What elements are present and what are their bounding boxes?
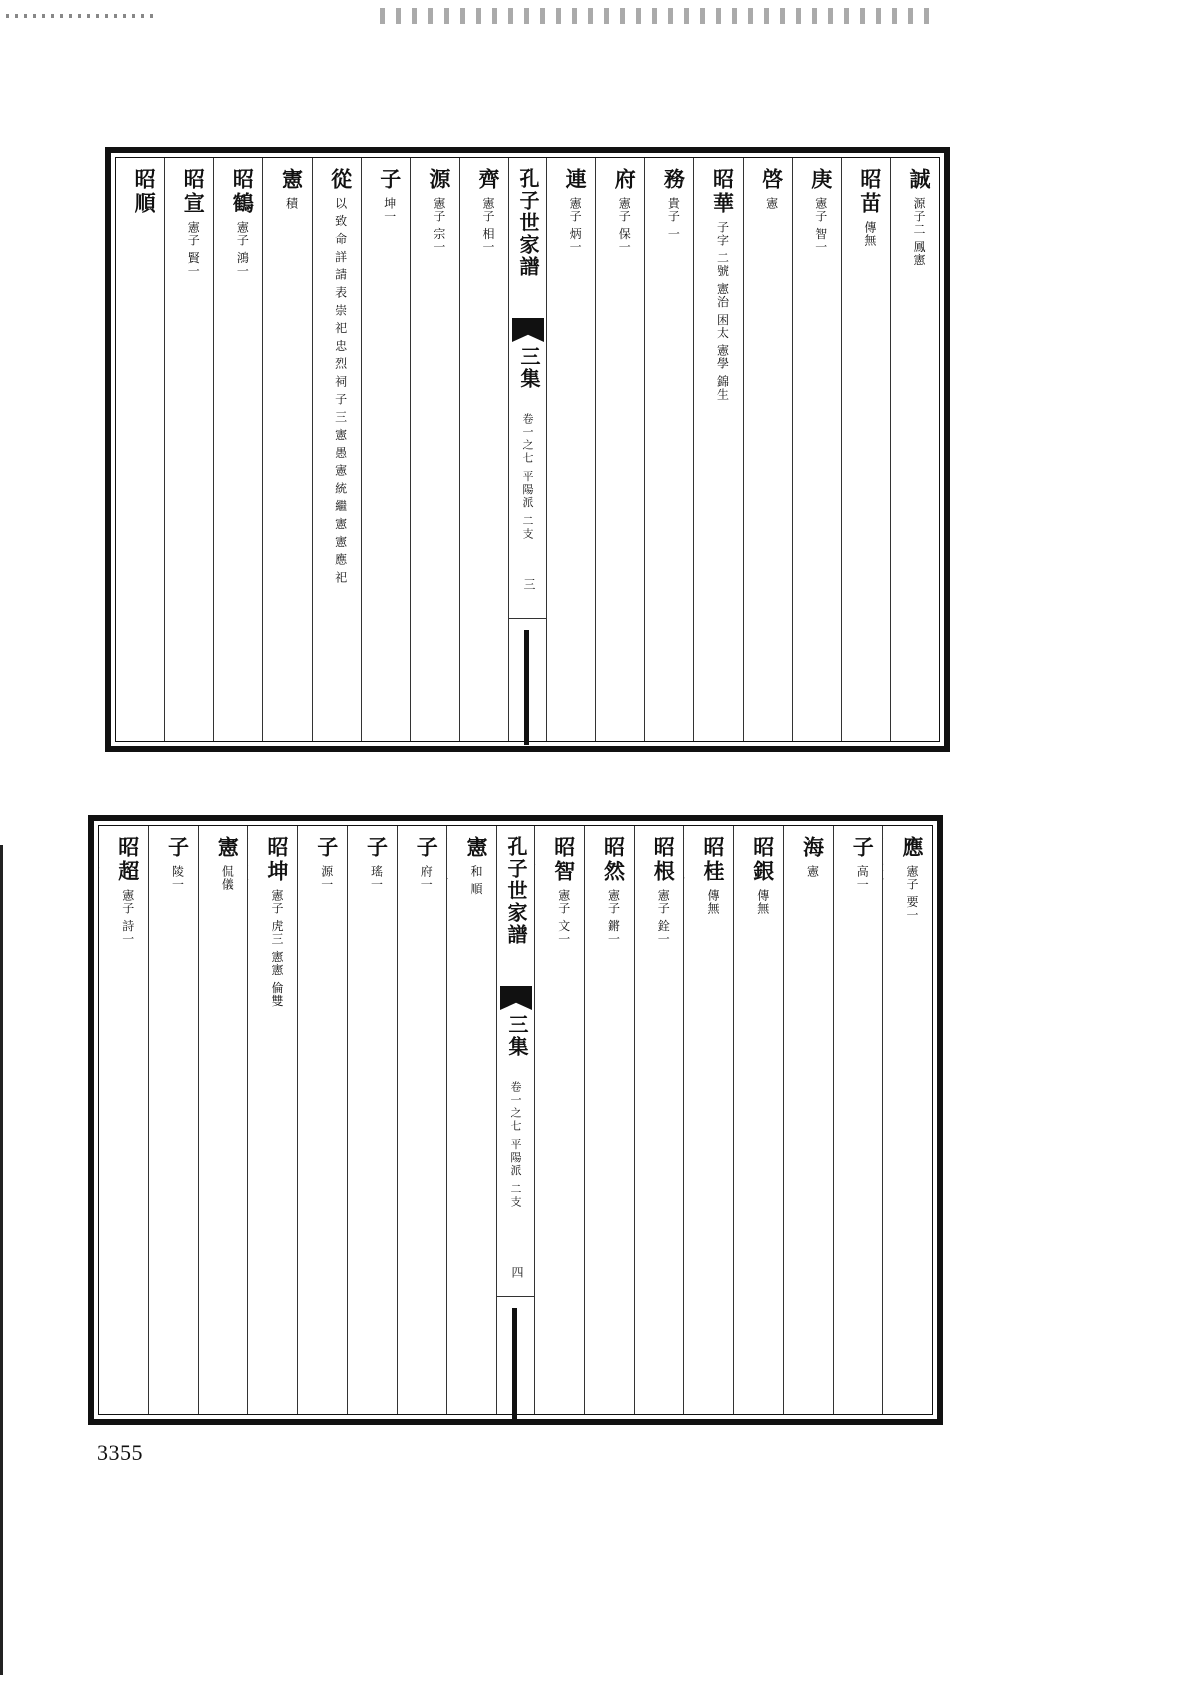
name-entry: 昭講	[889, 168, 893, 216]
name-entry: 昭仁	[583, 836, 587, 884]
name-entry: 昭蘭	[693, 168, 696, 216]
scan-edge-left	[0, 845, 3, 1675]
name-entry: 昭達	[458, 168, 462, 216]
genealogy-column	[247, 826, 297, 1414]
name-entry: 昭奎	[164, 168, 167, 216]
name-entry: 昭然 憲子 鏘一	[601, 836, 627, 946]
genealogy-column	[446, 826, 496, 1414]
genealogy-column	[116, 158, 164, 741]
name-entry	[116, 168, 124, 733]
name-entry: 昭耀	[733, 836, 736, 884]
genealogy-column	[534, 826, 584, 1414]
name-entry: 昭苗 傳無	[857, 168, 883, 247]
genealogy-panel-bottom	[88, 815, 943, 1425]
column-row	[99, 826, 932, 1414]
name-entry: 務 貴子 一	[661, 168, 687, 241]
name-entry: 昭智 憲子 文一	[551, 836, 577, 946]
scan-artifact-top-left	[6, 14, 156, 18]
genealogy-column	[841, 158, 890, 741]
folio-number: 四	[510, 1266, 524, 1278]
name-entry: 昭乾	[409, 168, 412, 216]
genealogy-column	[397, 826, 447, 1414]
name-entry: 昭成	[247, 836, 251, 884]
name-entry: 昭超 憲子 詩一	[115, 836, 141, 946]
genealogy-column	[262, 158, 311, 741]
genealogy-column	[882, 826, 932, 1414]
name-entry: 憲 積	[279, 168, 305, 210]
name-entry	[99, 836, 108, 1406]
scan-artifact-top	[380, 8, 940, 24]
name-entry: 子 坤一	[377, 168, 403, 223]
name-entry: 憲 侃儀	[215, 836, 241, 891]
section-label: 卷一之七 平陽派 二支	[521, 413, 534, 541]
name-entry: 昭增	[297, 836, 300, 884]
name-entry: 子 陵一	[165, 836, 191, 891]
genealogy-column	[99, 826, 148, 1414]
name-entry: 昭純	[782, 836, 786, 884]
genealogy-column	[312, 158, 361, 741]
gutter-bar	[512, 1308, 517, 1420]
genealogy-column	[792, 158, 841, 741]
genealogy-column	[783, 826, 833, 1414]
name-entry: 昭庚	[882, 836, 886, 884]
genealogy-column	[198, 826, 248, 1414]
name-entry: 昭譜	[147, 836, 151, 884]
name-entry: 昭和	[213, 168, 216, 216]
name-entry: 源 憲子 宗一	[426, 168, 452, 254]
name-entry: 子 源一	[314, 836, 340, 891]
book-title: 孔子世家譜	[516, 168, 540, 278]
name-entry: 昭太	[595, 168, 598, 216]
name-entry: 昭長	[546, 168, 549, 216]
genealogy-column	[693, 158, 742, 741]
fish-tail-mark	[512, 318, 544, 342]
name-entry: 昭柏	[197, 836, 201, 884]
center-gutter	[508, 158, 546, 741]
name-entry: 昭祥	[633, 836, 637, 884]
volume-label: 三集	[517, 346, 541, 390]
genealogy-column	[297, 826, 347, 1414]
column-row	[116, 158, 939, 741]
genealogy-column	[595, 158, 644, 741]
name-entry: 昭訓	[262, 168, 265, 216]
genealogy-column	[410, 158, 459, 741]
page-number: 3355	[97, 1440, 143, 1465]
name-entry: 齊 憲子 相一	[476, 168, 501, 254]
name-entry: 昭孟	[396, 836, 400, 884]
name-entry: 昭銀 傳無	[750, 836, 776, 915]
book-title: 孔子世家譜	[504, 836, 528, 946]
center-gutter	[496, 826, 534, 1414]
gutter-rule	[509, 618, 546, 619]
name-entry: 應 憲子 要一	[900, 836, 925, 922]
name-entry: 昭桂 傳無	[701, 836, 726, 915]
genealogy-column	[347, 826, 397, 1414]
name-entry: 昭化	[840, 168, 843, 216]
genealogy-column	[361, 158, 410, 741]
genealogy-column	[644, 158, 693, 741]
name-entry: 昭鶴 憲子 鴻一	[230, 168, 256, 278]
name-entry: 昭信	[534, 836, 537, 884]
genealogy-column	[733, 826, 783, 1414]
name-entry: 昭根 憲子 銓一	[651, 836, 677, 946]
folio-number: 三	[522, 578, 536, 590]
section-label: 卷一之七 平陽派 二支	[509, 1081, 522, 1209]
name-entry: 憲 和 順	[464, 836, 489, 896]
genealogy-column	[743, 158, 792, 741]
name-entry: 昭文	[644, 168, 647, 216]
name-entry: 昭坤 憲子 虎三 憲憲 倫雙	[265, 836, 290, 1008]
genealogy-column	[833, 826, 883, 1414]
name-entry: 昭華 子字 二號 憲治 困太 憲學 錦生	[710, 168, 736, 401]
name-entry: 啓 憲	[759, 168, 785, 210]
genealogy-column	[459, 158, 508, 741]
volume-label: 三集	[505, 1014, 529, 1058]
name-entry: 昭來	[683, 836, 687, 884]
name-entry: 子 高一	[850, 836, 876, 891]
name-entry: 昭義	[791, 168, 794, 216]
name-entry: 子 瑤一	[364, 836, 390, 891]
genealogy-column	[683, 826, 733, 1414]
name-entry: 府 憲子 保一	[612, 168, 638, 254]
genealogy-column	[584, 826, 634, 1414]
gutter-rule	[497, 1296, 534, 1297]
name-entry: 昭漢	[311, 168, 314, 216]
genealogy-column	[546, 158, 595, 741]
name-entry: 昭林	[742, 168, 745, 216]
name-entry: 海 憲	[800, 836, 826, 878]
name-entry: 誠 源子二 鳳憲	[907, 168, 932, 267]
genealogy-column	[213, 158, 262, 741]
genealogy-column	[890, 158, 939, 741]
name-entry: 子 府一	[414, 836, 440, 891]
genealogy-column	[634, 826, 684, 1414]
genealogy-panel-top	[105, 147, 950, 752]
name-entry: 昭聚	[832, 836, 836, 884]
name-entry: 昭宣 憲子 賢一	[181, 168, 207, 278]
fish-tail-mark	[500, 986, 532, 1010]
name-entry: 從 以 致 命 詳 請 表 崇 祀 忠 烈 祠 子 三 憲 愚 憲 統 繼 憲 憲 應 祀	[328, 168, 354, 584]
gutter-bar	[524, 630, 529, 745]
name-entry: 昭起	[446, 836, 450, 884]
name-entry: 昭欽	[346, 836, 350, 884]
genealogy-column	[148, 826, 198, 1414]
name-entry: 連 憲子 炳一	[563, 168, 589, 254]
name-entry: 昭順	[132, 168, 158, 216]
name-entry: 庚 憲子 智一	[808, 168, 834, 254]
genealogy-column	[164, 158, 213, 741]
name-entry: 昭德	[360, 168, 363, 216]
